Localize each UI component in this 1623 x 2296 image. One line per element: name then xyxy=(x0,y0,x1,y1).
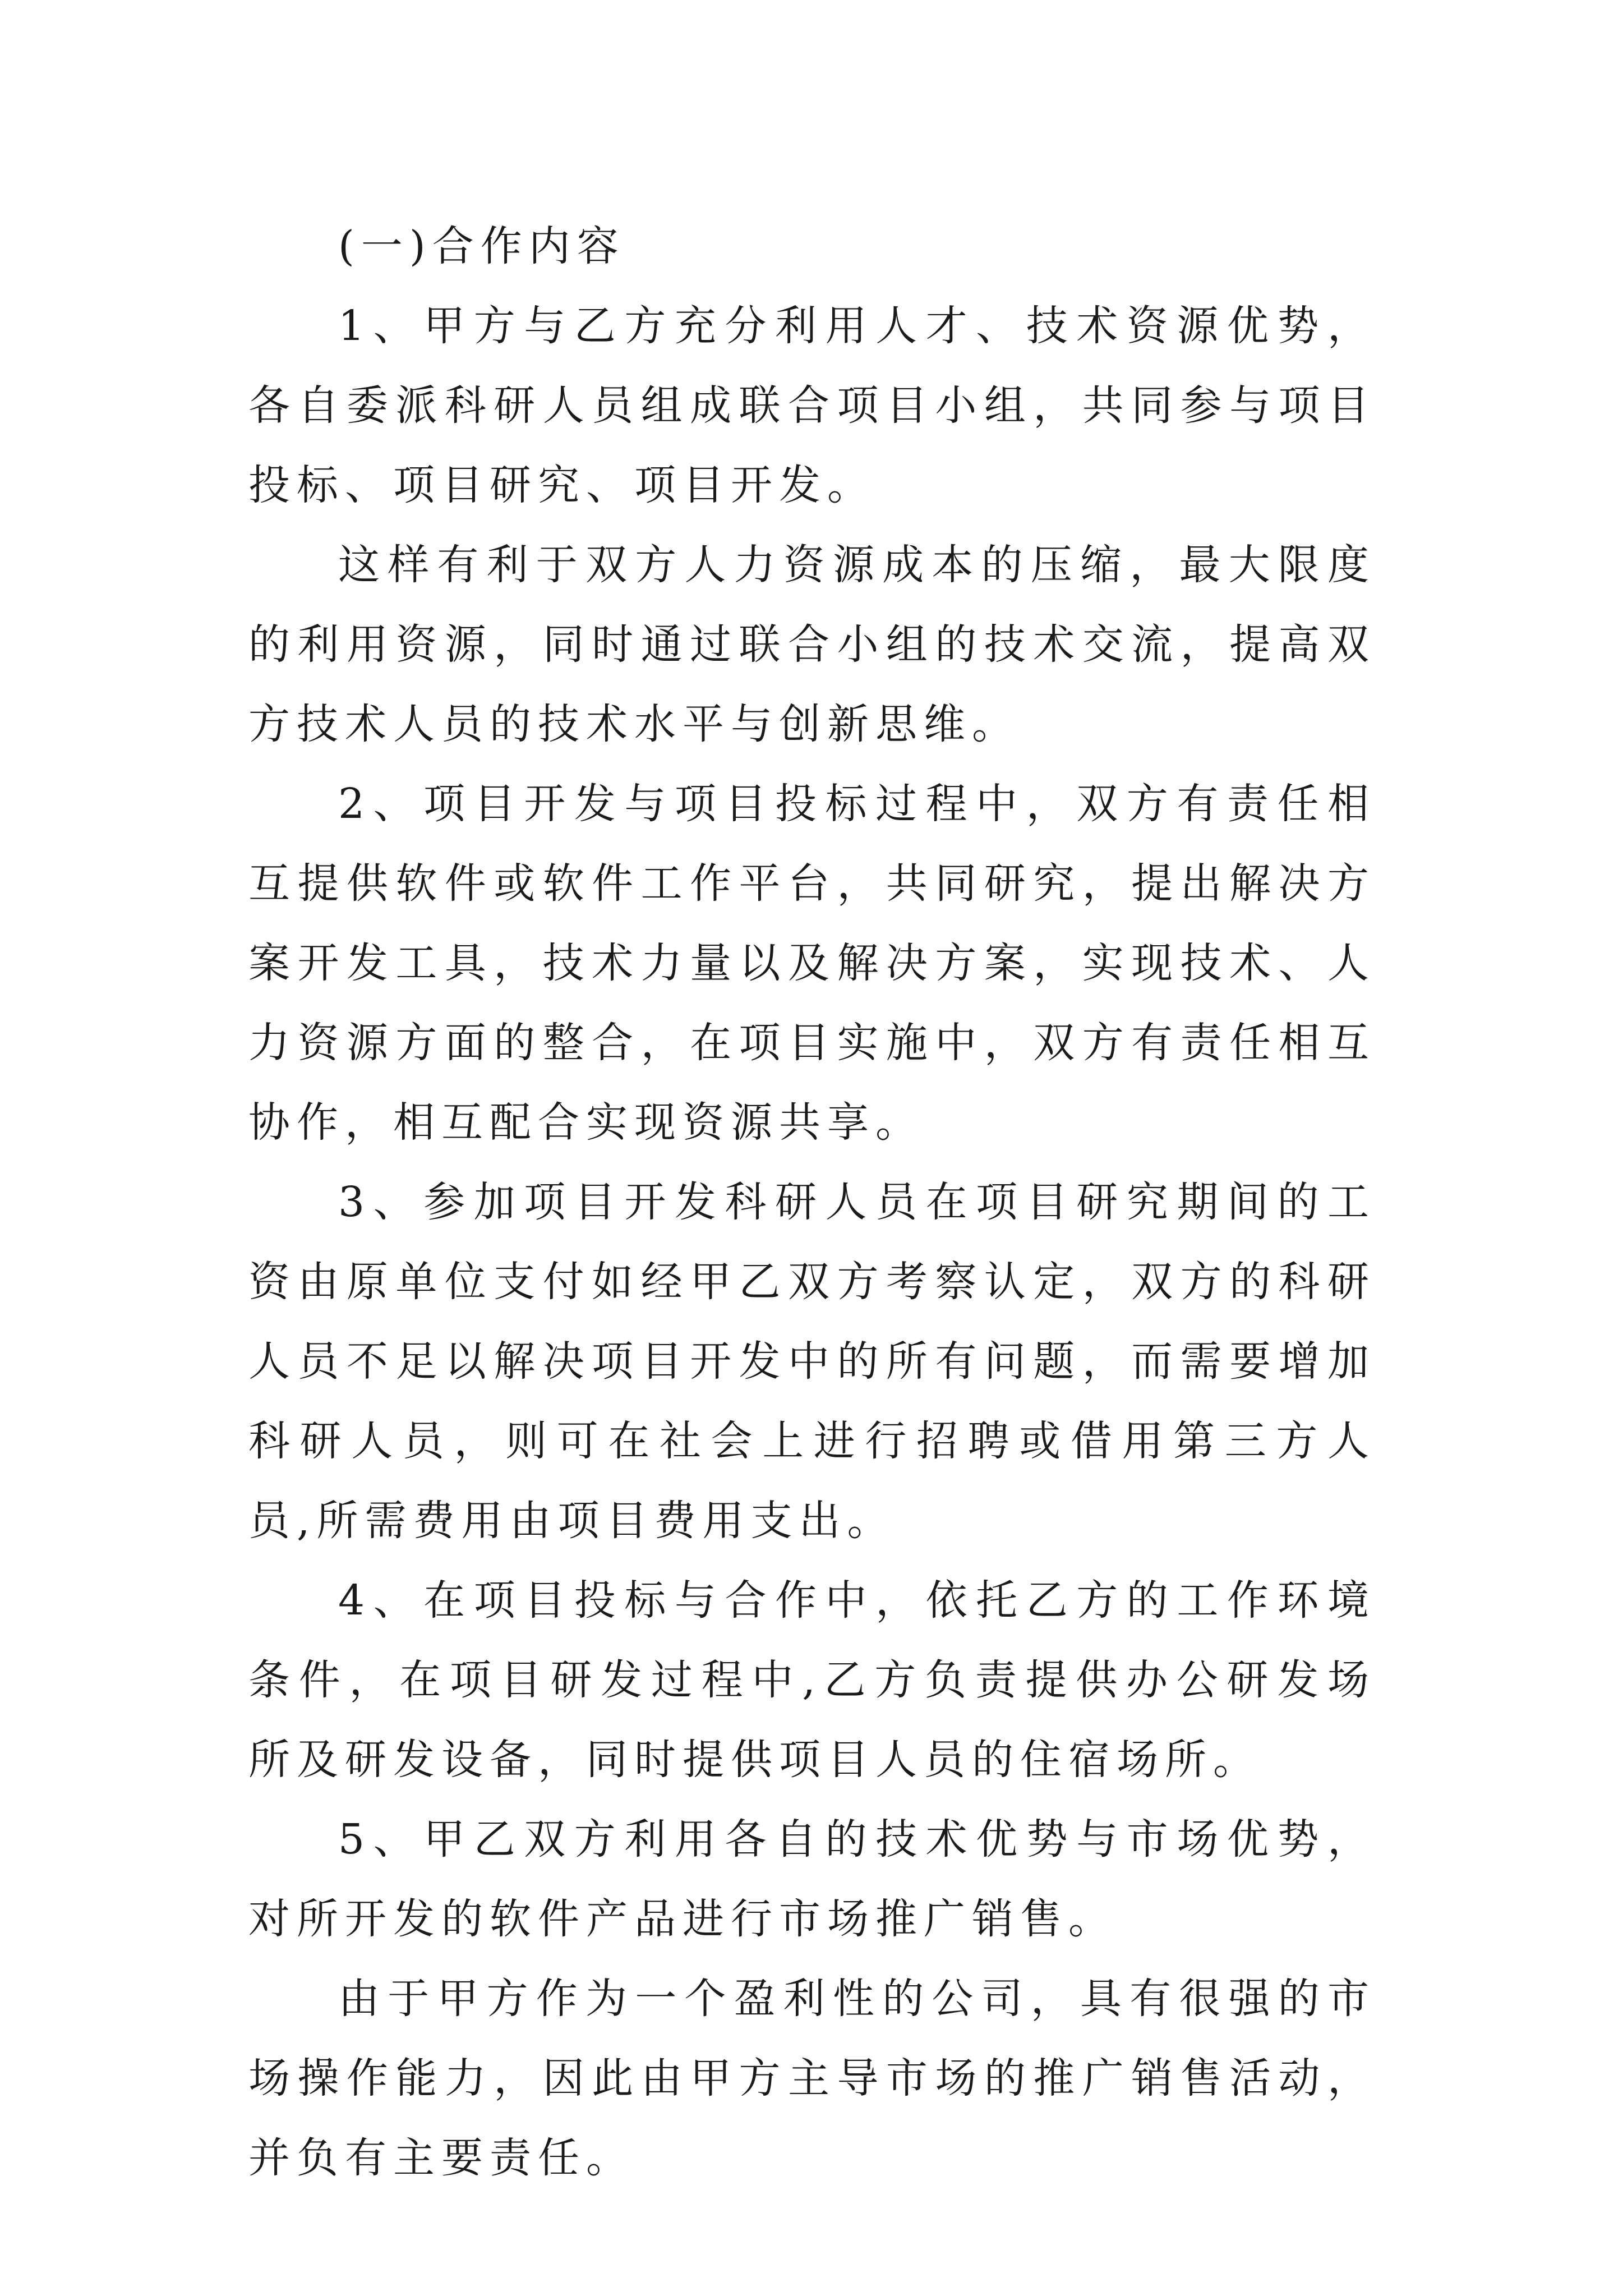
paragraph-1: 1、甲方与乙方充分利用人才、技术资源优势，各自委派科研人员组成联合项目小组，共同参与项目投标、项目研究、项目开发。 xyxy=(248,302,1376,509)
document-body xyxy=(248,206,1376,2198)
paragraph-7: 由于甲方作为一个盈利性的公司，具有很强的市场操作能力，因此由甲方主导市场的推广销售活动，并负有主要责任。 xyxy=(248,1975,1376,2182)
section-heading: (一)合作内容 xyxy=(338,222,625,270)
paragraph-3: 2、项目开发与项目投标过程中，双方有责任相互提供软件或软件工作平台，共同研究，提出解决方案开发工具，技术力量以及解决方案，实现技术、人力资源方面的整合，在项目实施中，双方有责任相互协作，相互配合实现资源共享。 xyxy=(248,780,1376,1147)
paragraph-5: 4、在项目投标与合作中，依托乙方的工作环境条件，在项目研发过程中,乙方负责提供办公研发场所及研发设备，同时提供项目人员的住宿场所。 xyxy=(248,1576,1376,1784)
paragraph-4: 3、参加项目开发科研人员在项目研究期间的工资由原单位支付如经甲乙双方考察认定，双方的科研人员不足以解决项目开发中的所有问题，而需要增加科研人员，则可在社会上进行招聘或借用第三方人员,所需费用由项目费用支出。 xyxy=(248,1178,1376,1545)
paragraph-2: 这样有利于双方人力资源成本的压缩，最大限度的利用资源，同时通过联合小组的技术交流，提高双方技术人员的技术水平与创新思维。 xyxy=(248,541,1376,748)
paragraph-6: 5、甲乙双方利用各自的技术优势与市场优势，对所开发的软件产品进行市场推广销售。 xyxy=(248,1815,1376,1943)
